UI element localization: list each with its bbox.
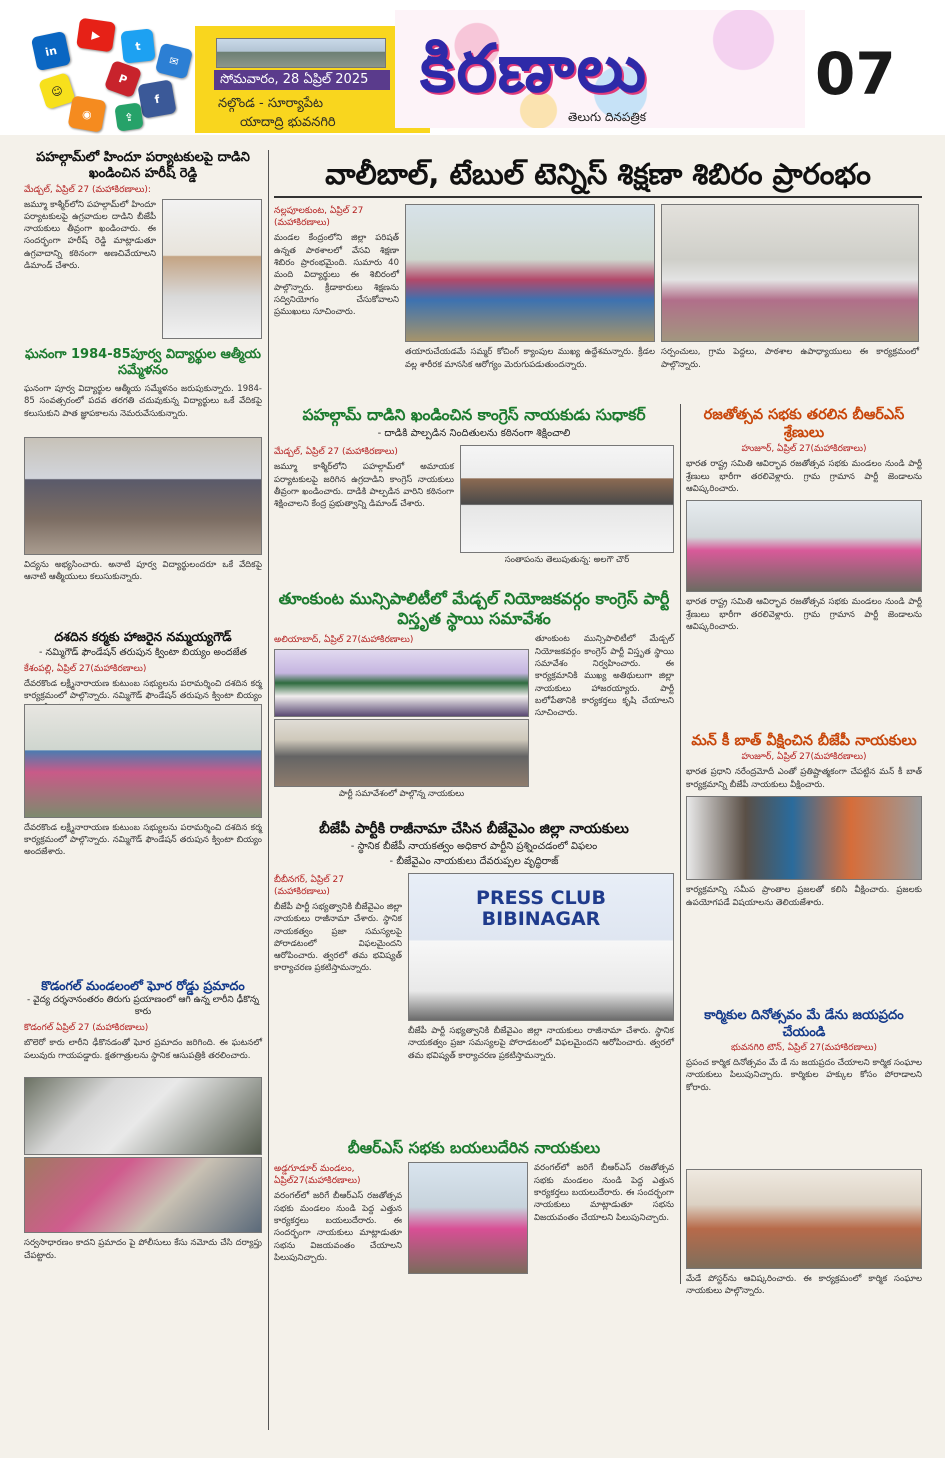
article-headline: ఘనంగా 1984-85పూర్వ విద్యార్థుల ఆత్మీయ సమ్మేళనం bbox=[25, 346, 261, 378]
article-body-continued: వరంగల్‌లో జరిగే బీఆర్ఎస్ రజతోత్సవ సభకు మండలం నుండి పెద్ద ఎత్తున కార్యకర్తలు బయలుదేరారు. ఈ సందర్భంగా నాయకులు మాట్లాడుతూ సభను విజయవంతం చేయాలని పిలుపునిచ్చారు. bbox=[534, 1163, 674, 1223]
tv-viewing-photo bbox=[686, 796, 922, 880]
article-subheadline: - వైద్య దర్శనానంతరం తిరుగు ప్రయాణంలో ఆగి ఉన్న లారీని ఢీకొన్న కారు bbox=[27, 995, 259, 1018]
social-media-icons-collage bbox=[20, 16, 195, 134]
article-body: భారత ప్రధాని నరేంద్రమోదీ ఎంతో ప్రతిష్టాత్మకంగా చేపట్టిన మన్ కీ బాత్ కార్యక్రమాన్ని బీజేపీ నాయకులు వీక్షించారు. bbox=[686, 767, 922, 790]
sudhakar-portrait-photo bbox=[460, 445, 674, 553]
article-body: జమ్మూ కాశ్మీర్‌లోని పహల్గామ్‌లో అమాయక పర్యాటకులపై జరిగిన ఉగ్రదాడిని కాంగ్రెస్ నాయకులు తీవ్రంగా ఖండించారు. దాడికి పాల్పడిన వారిని కఠినంగా శిక్షించాలని కేంద్ర ప్రభుత్వాన్ని డిమాండ్ చేశారు. bbox=[274, 462, 454, 510]
article-subheadline: - నమ్మిగౌడ్ ఫౌండేషన్ తరుపున క్వింటా బియ్యం అందజేత bbox=[39, 646, 247, 658]
article-headline: కార్మికుల దినోత్సవం మే డేను జయప్రదం చేయండి bbox=[704, 1008, 904, 1040]
article-body: వరంగల్‌లో జరిగే బీఆర్ఎస్ రజతోత్సవ సభకు మండలం నుండి పెద్ద ఎత్తున కార్యకర్తలు బయలుదేరారు. ఈ సందర్భంగా నాయకులు మాట్లాడుతూ సభను విజయవంతం చేయాలని పిలుపునిచ్చారు. bbox=[274, 1191, 402, 1263]
meeting-audience-photo bbox=[274, 719, 529, 787]
article-brs-silver-jubilee bbox=[686, 406, 922, 726]
article-body-continued: కార్యక్రమాన్ని సమీప ప్రాంతాల ప్రజలతో కలిసి వీక్షించారు. ప్రజలకు ఉపయోగపడే విషయాలను తెలియజేశారు. bbox=[686, 885, 922, 908]
article-dateline: భువనగిరి టౌన్, ఏప్రిల్ 27(మహాకిరణాలు) bbox=[731, 1042, 877, 1053]
volleyball-team-photo bbox=[405, 204, 655, 342]
linkedin-icon: in bbox=[31, 31, 71, 71]
top-story bbox=[274, 150, 922, 400]
press-club-banner: PRESS CLUB BIBINAGAR bbox=[476, 886, 606, 930]
article-dateline: కొడంగల్ ఏప్రిల్ 27 (మహాకిరణాలు) bbox=[24, 1023, 149, 1034]
meeting-stage-photo bbox=[274, 649, 529, 717]
rss-icon: ◉ bbox=[67, 95, 106, 132]
article-headline: కొడంగల్ మండలంలో ఘోర రోడ్డు ప్రమాదం bbox=[41, 977, 245, 993]
article-headline: బీజేపీ పార్టీకి రాజీనామా చేసిన బీజేవైఎం జిల్లా నాయకులు bbox=[319, 821, 629, 838]
article-dateline: హుజూర్, ఏప్రిల్ 27(మహాకిరణాలు) bbox=[741, 752, 867, 763]
article-headline: వాలీబాల్, టేబుల్ టెన్నిస్ శిక్షణా శిబిరం ప్రారంభం bbox=[274, 150, 922, 198]
article-dateline: బీబీనగర్, ఏప్రిల్ 27 (మహాకిరణాలు) bbox=[274, 874, 344, 897]
article-headline: మన్ కీ బాత్ వీక్షించిన బీజేపీ నాయకులు bbox=[691, 733, 917, 750]
column-divider bbox=[268, 150, 269, 1430]
article-dateline: మేడ్చల్, ఏప్రిల్ 27 (మహాకిరణాలు): bbox=[24, 184, 151, 195]
article-body: భారత రాష్ట్ర సమితి ఆవిర్భావ రజతోత్సవ సభకు మండలం నుండి పార్టీ శ్రేణులు భారీగా తరలివెళ్లారు. గ్రామ గ్రామాన పార్టీ జెండాలను ఆవిష్కరించారు. bbox=[686, 459, 922, 494]
article-subheadline-secondary: - బీజేవైఎం నాయకులు దేవరుప్పల వృద్ధిరాజ్ bbox=[389, 855, 559, 867]
article-body-continued: భారత రాష్ట్ర సమితి ఆవిర్భావ రజతోత్సవ సభకు మండలం నుండి పార్టీ శ్రేణులు భారీగా తరలివెళ్లారు. గ్రామ గ్రామాన పార్టీ జెండాలను ఆవిష్కరించారు. bbox=[686, 597, 922, 632]
article-body-continued: తయారుచేయడమే సమ్మర్ కోచింగ్ క్యాంపుల ముఖ్య ఉద్దేశమన్నారు. క్రీడల వల్ల శారీరక మానసిక ఆరోగ్యం మెరుగుపడుతుందన్నారు. bbox=[405, 347, 655, 370]
middle-column bbox=[274, 406, 674, 1436]
article-may-day bbox=[686, 1008, 922, 1383]
article-body-lead: దేవరకొండ లక్ష్మీనారాయణ కుటుంబ సభ్యులను పరామర్శించి దశదిన కర్మ కార్యక్రమంలో పాల్గొన్నారు. నమ్మిగౌడ్ ఫౌండేషన్ తరుపున క్వింటా బియ్యం bbox=[24, 678, 262, 701]
share-icon: ⇪ bbox=[114, 102, 143, 131]
article-body: జమ్మూ కాశ్మీర్‌లోని పహల్గామ్‌లో హిందూ పర్యాటకులపై ఉగ్రవాదుల దాడిని బీజేపీ నాయకులు తీవ్రంగా ఖండించారు. ఈ సందర్భంగా హరీష్ రెడ్డి మాట్లాడుతూ ఉగ్రవాదాన్ని కఠినంగా అణచివేయాలని డిమాండ్ చేశారు. bbox=[24, 199, 156, 272]
youtube-icon: ▶ bbox=[76, 18, 116, 53]
article-subheadline: - దాడికి పాల్పడిన నిందితులను కఠినంగా శిక్షించాలి bbox=[377, 428, 571, 440]
article-body-continued: మేడే పోస్టర్‌ను ఆవిష్కరించారు. ఈ కార్యక్రమంలో కార్మిక సంఘాల నాయకులు పాల్గొన్నారు. bbox=[686, 1273, 922, 1297]
article-body: బొలెరో కారు లారీని ఢీకొనడంతో ఘోర ప్రమాదం జరిగింది. ఈ ఘటనలో పలువురు గాయపడ్డారు. క్షతగాత్రులను స్థానిక ఆసుపత్రికి తరలించారు. bbox=[24, 1038, 262, 1061]
portrait-photo bbox=[162, 199, 262, 339]
accident-car-photo bbox=[24, 1077, 262, 1155]
article-body: తూంకుంట మున్సిపాలిటీలో మేడ్చల్ నియోజకవర్గం కాంగ్రెస్ పార్టీ విస్తృత స్థాయి సమావేశం నిర్వహించారు. ఈ కార్యక్రమానికి ముఖ్య అతిథులుగా జిల్లా నాయకులు హాజరయ్యారు. పార్టీ బలోపేతానికి కార్యకర్తలు కృషి చేయాలని సూచించారు. bbox=[535, 634, 674, 719]
may-day-poster-photo bbox=[686, 1169, 922, 1269]
article-body-continued: సర్వసాధారణం కాదని ప్రమాదం పై పోలీసులు కేసు నమోదు చేసి దర్యాప్తు చేపట్టారు. bbox=[24, 1238, 262, 1261]
pinterest-icon: P bbox=[104, 60, 142, 98]
article-headline: తూంకుంట మున్సిపాలిటీలో మేడ్చల్ నియోజకవర్గం కాంగ్రెస్ పార్టీ విస్తృత స్థాయి సమావేశం bbox=[278, 589, 670, 629]
article-thoomkunta-meeting bbox=[274, 589, 674, 813]
alumni-group-photo bbox=[24, 437, 262, 555]
article-body: దేవరకొండ లక్ష్మీనారాయణ కుటుంబ సభ్యులను పరామర్శించి దశదిన కర్మ కార్యక్రమంలో పాల్గొన్నారు. నమ్మిగౌడ్ ఫౌండేషన్ తరుపున క్వింటా బియ్యం అందజేశారు. bbox=[24, 822, 262, 858]
press-club-photo bbox=[408, 873, 674, 1021]
article-headline: పహల్గామ్‌లో హిందూ పర్యాటకులపై దాడిని ఖండించిన హరీష్ రెడ్డి bbox=[36, 150, 250, 182]
article-road-accident bbox=[24, 978, 262, 1308]
article-dateline: నల్లపూలకుంట, ఏప్రిల్ 27 (మహాకిరణాలు) bbox=[274, 206, 364, 229]
article-body-continued: బీజేపీ పార్టీ సభ్యత్వానికి బీజేవైఎం జిల్లా నాయకులు రాజీనామా చేశారు. స్థానిక నాయకత్వం ప్రజా సమస్యలపై పోరాడటంలో విఫలమైందని ఆరోపించారు. త్వరలో తమ భవిష్యత్ కార్యాచరణ ప్రకటిస్తామన్నారు. bbox=[408, 1025, 674, 1061]
article-dateline: కేశంపల్లి, ఏప్రిల్ 27(మహాకిరణాలు) bbox=[24, 663, 147, 674]
article-body-continued: సర్పంచులు, గ్రామ పెద్దలు, పాఠశాల ఉపాధ్యాయులు ఈ కార్యక్రమంలో పాల్గొన్నారు. bbox=[661, 347, 919, 370]
brs-rally-photo bbox=[408, 1162, 528, 1274]
tennis-camp-group-photo bbox=[661, 204, 919, 342]
article-headline: దశదిన కర్మకు హాజరైన నమ్మయ్యగౌడ్ bbox=[54, 629, 232, 644]
newspaper-brand-subtitle: తెలుగు దినపత్రిక bbox=[568, 110, 647, 124]
article-bjym-resignation bbox=[274, 821, 674, 1131]
article-dateline: హుజూర్, ఏప్రిల్ 27(మహాకిరణాలు) bbox=[741, 444, 867, 455]
article-body: బీజేపీ పార్టీ సభ్యత్వానికి బీజేవైఎం జిల్లా నాయకులు రాజీనామా చేశారు. స్థానిక నాయకత్వం ప్రజా సమస్యలపై పోరాడటంలో విఫలమైందని ఆరోపించారు. త్వరలో తమ భవిష్యత్ కార్యాచరణ ప్రకటిస్తామన్నారు. bbox=[274, 901, 402, 974]
article-headline: రజతోత్సవ సభకు తరలిన బీఆర్ఎస్ శ్రేణులు bbox=[703, 407, 905, 442]
brs-workers-photo bbox=[686, 500, 922, 592]
article-body: ప్రపంచ కార్మిక దినోత్సవం మే డే ను జయప్రదం చేయాలని కార్మిక సంఘాల నాయకులు పిలుపునిచ్చారు. కార్మికుల హక్కుల కోసం పోరాడాలని కోరారు. bbox=[686, 1057, 922, 1093]
photo-caption: పార్టీ సమావేశంలో పాల్గొన్న నాయకులు bbox=[338, 789, 465, 800]
article-body-continued: విద్యను అభ్యసించారు. అనాటి పూర్వ విద్యార్థులందరూ ఒకే వేదికపై ఆనాటి ఆత్మీయులు కలుసుకున్నారు. bbox=[24, 560, 262, 583]
building-photo bbox=[216, 38, 386, 68]
twitter-icon: t bbox=[120, 28, 155, 63]
article-alumni-meet bbox=[24, 347, 262, 622]
article-body: మండల కేంద్రంలోని జిల్లా పరిషత్ ఉన్నత పాఠశాలలో వేసవి శిక్షణా శిబిరం ప్రారంభమైంది. సుమారు 40 మంది విద్యార్థులు ఈ శిబిరంలో పాల్గొన్నారు. క్రీడాకారులు శిక్షణను సద్వినియోగం చేసుకోవాలని ప్రముఖులు సూచించారు. bbox=[274, 233, 399, 318]
newspaper-brand-logo: కిరణాలు bbox=[420, 30, 649, 107]
article-sudhakar bbox=[274, 406, 674, 581]
edition-districts: నల్గొండ - సూర్యాపేట bbox=[218, 96, 324, 111]
right-column bbox=[686, 406, 922, 1436]
email-icon: ✉ bbox=[155, 43, 193, 80]
article-body: ఘనంగా పూర్వ విద్యార్థుల ఆత్మీయ సమ్మేళనం జరుపుకున్నారు. 1984-85 సంవత్సరంలో పదవ తరగతి చదువుకున్న విద్యార్థులు ఒకే వేదికపై కలుసుకుని పాత జ్ఞాపకాలను నెమరువేసుకున్నారు. bbox=[24, 384, 262, 419]
column-divider bbox=[680, 404, 681, 1284]
article-brs-leaders bbox=[274, 1139, 674, 1290]
snapchat-icon: ☺ bbox=[38, 72, 76, 110]
masthead bbox=[0, 0, 945, 135]
article-dateline: మేడ్చల్, ఏప్రిల్ 27 (మహాకిరణాలు) bbox=[274, 447, 398, 458]
page-number: 07 bbox=[815, 40, 896, 108]
edition-districts-secondary: యాదాద్రి భువనగిరి bbox=[240, 115, 336, 130]
article-headline: పహల్గామ్ దాడిని ఖండించిన కాంగ్రెస్ నాయకుడు సుధాకర్ bbox=[302, 406, 646, 424]
ceremony-photo bbox=[24, 704, 262, 818]
article-dateline: అడ్డగూడూర్ మండలం, ఏప్రిల్27(మహాకిరణాలు) bbox=[274, 1164, 361, 1187]
article-harish-reddy bbox=[24, 150, 262, 339]
article-mann-ki-baat bbox=[686, 732, 922, 1002]
article-dateline: అలియాబాద్, ఏప్రిల్ 27(మహాకిరణాలు) bbox=[274, 635, 414, 646]
article-nammaiah-goud bbox=[24, 629, 262, 972]
facebook-icon: f bbox=[137, 79, 176, 118]
article-subheadline: - స్థానిక బీజేపీ నాయకత్వం అధికార పార్టీని ప్రశ్నించడంలో విఫలం bbox=[350, 840, 598, 852]
issue-date: సోమవారం, 28 ఏప్రిల్ 2025 bbox=[214, 70, 390, 90]
photo-caption: సంతాపంను తెలుపుతున్న: అలగౌ చౌర్ bbox=[504, 555, 630, 566]
left-column bbox=[24, 150, 262, 1435]
hospital-patient-photo bbox=[24, 1157, 262, 1233]
article-headline: బీఆర్ఎస్ సభకు బయలుదేరిన నాయకులు bbox=[347, 1138, 601, 1157]
